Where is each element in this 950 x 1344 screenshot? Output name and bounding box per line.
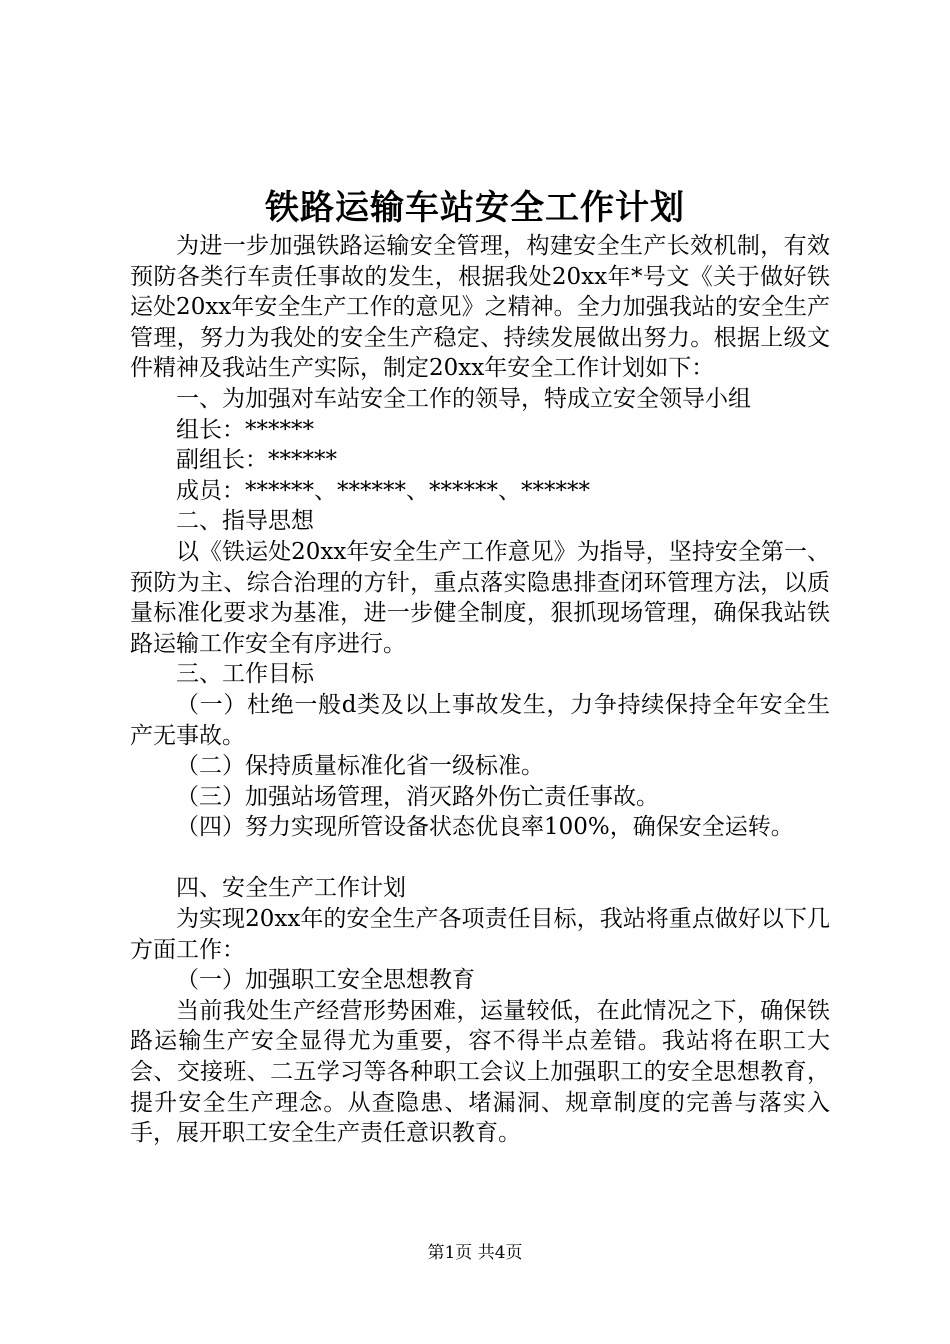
section-heading-work-goals: 三、工作目标 (176, 661, 314, 688)
section-heading-leadership: 一、为加强对车站安全工作的领导，特成立安全领导小组 (176, 385, 751, 412)
goal-item-3: （三）加强站场管理，消灭路外伤亡责任事故。 (176, 783, 659, 810)
safety-plan-intro: 为实现20xx年的安全生产各项责任目标，我站将重点做好以下几方面工作： (130, 906, 830, 963)
goal-item-4: （四）努力实现所管设备状态优良率100%，确保安全运转。 (176, 814, 794, 841)
guiding-ideology-paragraph: 以《铁运处20xx年安全生产工作意见》为指导，坚持安全第一、预防为主、综合治理的方针，重点落实隐患排查闭环管理方法，以质量标准化要求为基准，进一步健全制度，狠抓现场管理，确保我站铁路运输工作安全有序进行。 (130, 538, 830, 657)
blank-line (130, 843, 830, 874)
document-body (130, 231, 830, 1149)
page-footer: 第1页 共4页 (427, 1243, 523, 1263)
deputy-leader-line: 副组长：****** (176, 447, 337, 474)
goal-item-1: （一）杜绝一般d类及以上事故发生，力争持续保持全年安全生产无事故。 (130, 691, 830, 749)
members-line: 成员：******、******、******、****** (176, 477, 590, 504)
team-leader-line: 组长：****** (176, 416, 314, 443)
education-paragraph: 当前我处生产经营形势困难，运量较低，在此情况之下，确保铁路运输生产安全显得尤为重要，容不得半点差错。我站将在职工大会、交接班、二五学习等各种职工会议上加强职工的安全思想教育，提升安全生产理念。从查隐患、堵漏洞、规章制度的完善与落实入手，展开职工安全生产责任意识教育。 (130, 997, 830, 1147)
document-title: 铁路运输车站安全工作计划 (265, 188, 685, 228)
goal-item-2: （二）保持质量标准化省一级标准。 (176, 753, 544, 780)
section-heading-guiding-ideology: 二、指导思想 (176, 508, 314, 535)
section-heading-safety-plan: 四、安全生产工作计划 (176, 875, 406, 902)
subsection-heading-education: （一）加强职工安全思想教育 (176, 967, 475, 994)
intro-paragraph: 为进一步加强铁路运输安全管理，构建安全生产长效机制，有效预防各类行车责任事故的发生，根据我处20xx年*号文《关于做好铁运处20xx年安全生产工作的意见》之精神。全力加强我站的安全生产管理，努力为我处的安全生产稳定、持续发展做出努力。根据上级文件精神及我站生产实际，制定20xx年安全工作计划如下： (130, 233, 830, 382)
